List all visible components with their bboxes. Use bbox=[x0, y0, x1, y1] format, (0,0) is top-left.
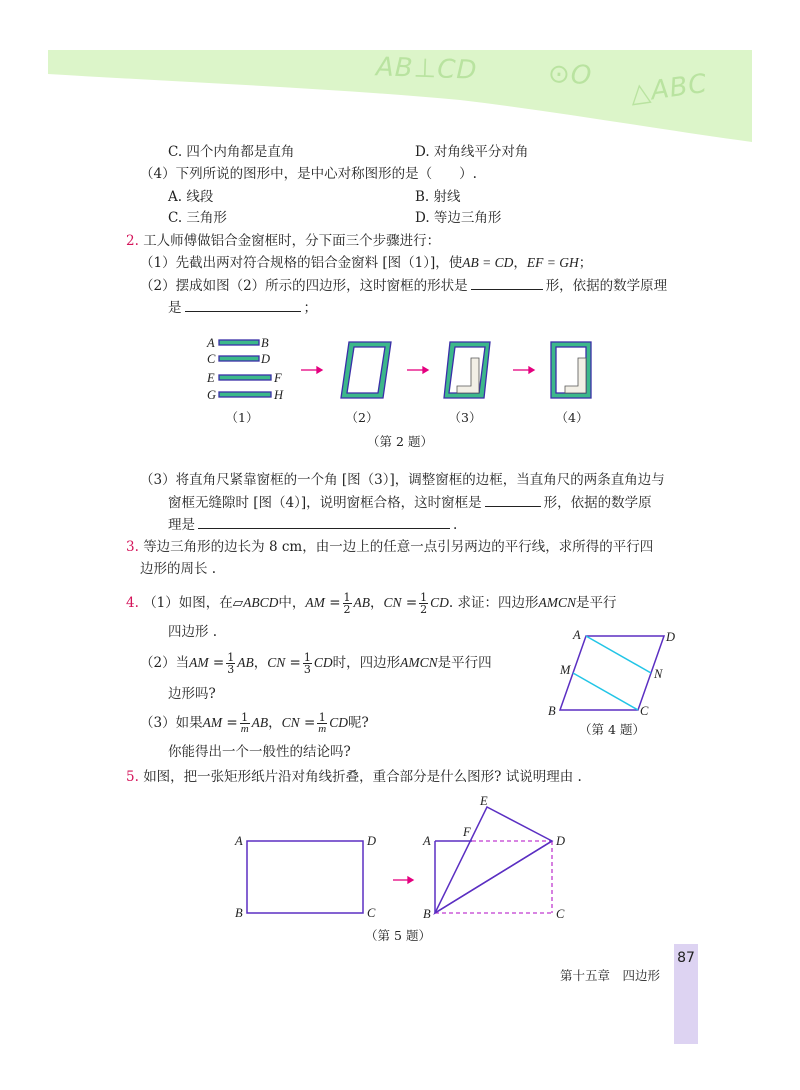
q4-frac-third-1: $\frac{1}{3}$ bbox=[227, 651, 235, 676]
q5-right-label-f: F bbox=[463, 825, 471, 839]
q2-step3-text: 窗框无缝隙时 [图（4）]，说明窗框合格，这时窗框是 bbox=[168, 495, 482, 511]
q5-number: 5. bbox=[126, 769, 139, 785]
q3-line2: 边形的周长 . bbox=[140, 561, 217, 577]
q4-eq2: = bbox=[405, 595, 418, 611]
q4-s2-eq1: = bbox=[212, 655, 225, 671]
q1-option-d: D. 对角线平分对角 bbox=[415, 144, 529, 160]
q4-s3-end: 呢? bbox=[348, 715, 369, 731]
q2-step1 bbox=[140, 253, 592, 273]
q2-figure-caption: （第 2 题） bbox=[367, 434, 433, 449]
q5-text: 如图，把一张矩形纸片沿对角线折叠，重合部分是什么图形? 试说明理由 . bbox=[143, 769, 582, 785]
q2-step1-end: ； bbox=[578, 255, 593, 271]
q5-right-label-b: B bbox=[423, 907, 431, 921]
q4-s2-eq2: = bbox=[289, 655, 301, 671]
q4-figure-caption: （第 4 题） bbox=[579, 722, 645, 737]
q2-fig-label-2: （2） bbox=[345, 410, 379, 425]
q4-s3-comma: ， bbox=[268, 715, 282, 731]
q5-right-label-c: C bbox=[556, 907, 565, 921]
q4-line2-cont: 边形吗? bbox=[168, 686, 216, 702]
q4-s1-text: （1）如图，在 bbox=[143, 595, 233, 611]
q4-label-a: A bbox=[573, 628, 581, 642]
q5-left-label-d: D bbox=[367, 834, 377, 848]
q2-step2-semicolon: ； bbox=[303, 300, 317, 316]
q4-line1 bbox=[126, 590, 617, 616]
q5-left-label-c: C bbox=[367, 906, 376, 920]
q4-s2-text: 时，四边形 bbox=[332, 655, 401, 671]
q2-fig-label-3: （3） bbox=[448, 410, 482, 425]
q2-step3-text2: 形，依据的数学原 bbox=[543, 495, 652, 511]
q2-label-g: G bbox=[207, 388, 217, 402]
q4-s1-end: 是平行 bbox=[576, 595, 617, 611]
parallelogram-symbol: ▱ bbox=[232, 595, 244, 611]
q2-label-d: D bbox=[261, 352, 271, 366]
q2-label-b: B bbox=[261, 336, 269, 350]
q5-line bbox=[126, 767, 582, 787]
q2-number: 2. bbox=[126, 233, 139, 249]
q2-fig-label-4: （4） bbox=[555, 410, 589, 425]
page-number: 87 bbox=[677, 950, 695, 966]
q4-label-n: N bbox=[654, 667, 663, 681]
q4-cn: CN bbox=[383, 595, 402, 610]
q2-step3-is: 理是 bbox=[168, 517, 195, 533]
q2-step1-eq2: EF = GH bbox=[526, 255, 579, 270]
q2-label-e: E bbox=[207, 371, 215, 385]
q4-s2-comma: ， bbox=[253, 655, 268, 671]
q2-label-c: C bbox=[207, 352, 216, 366]
q4-amcn: AMCN bbox=[538, 595, 577, 610]
q4-frac-m-2: $\frac{1}{m}$ bbox=[318, 711, 327, 735]
q2-step1-text: （1）先截出两对符合规格的铝合金窗料 [图（1）]，使 bbox=[140, 255, 463, 271]
q1-option-c: C. 四个内角都是直角 bbox=[168, 144, 295, 160]
q2-bars bbox=[206, 336, 284, 402]
q1-sub4-option-b: B. 射线 bbox=[415, 189, 461, 205]
q4-s3-eq1: = bbox=[226, 715, 238, 731]
q2-step2-text: （2）摆成如图（2）所示的四边形，这时窗框的形状是 bbox=[140, 278, 468, 294]
q5-right-label-a: A bbox=[423, 834, 431, 848]
q2-figure bbox=[195, 330, 615, 410]
q2-frame-3 bbox=[444, 342, 490, 398]
q4-ab: AB bbox=[353, 595, 371, 610]
q4-s2-ab: AB bbox=[237, 655, 254, 670]
q4-label-b: B bbox=[548, 704, 556, 718]
q2-step2-blank2[interactable] bbox=[185, 297, 301, 312]
q2-frame-2 bbox=[341, 342, 391, 398]
q2-frame-4 bbox=[551, 342, 591, 398]
q2-step1-comma: ， bbox=[513, 255, 527, 271]
q4-line3 bbox=[140, 710, 369, 736]
q4-s3-cd: CD bbox=[329, 715, 348, 730]
q4-s1-in: 中， bbox=[278, 595, 306, 611]
q4-am: AM bbox=[305, 595, 325, 610]
q4-label-m: M bbox=[560, 663, 571, 677]
q4-eq1: = bbox=[329, 595, 341, 611]
q4-frac-m-1: $\frac{1}{m}$ bbox=[240, 711, 249, 735]
q2-step3: （3）将直角尺紧靠窗框的一个角 [图（3）]，调整窗框的边框，当直角尺的两条直角边与 bbox=[140, 472, 665, 488]
q4-line2 bbox=[140, 650, 492, 676]
q2-step2 bbox=[140, 275, 667, 296]
q4-line1-cont: 四边形 . bbox=[168, 624, 218, 640]
q4-number: 4. bbox=[126, 595, 139, 611]
q4-s3-cn: CN bbox=[281, 715, 300, 730]
q4-s2-amcn: AMCN bbox=[400, 655, 438, 670]
q4-frac-half-2: $\frac{1}{2}$ bbox=[420, 591, 428, 616]
q4-s2-am: AM bbox=[189, 655, 209, 670]
q5-figure-caption: （第 5 题） bbox=[365, 928, 431, 943]
q4-label-c: C bbox=[640, 704, 649, 718]
q5-figure bbox=[225, 790, 585, 925]
q2-intro bbox=[126, 231, 440, 251]
q4-s3-if: （3）如果 bbox=[140, 715, 203, 731]
q2-label-h: H bbox=[274, 388, 284, 402]
q3-line1 bbox=[126, 537, 653, 557]
q1-sub4: （4）下列所说的图形中，是中心对称图形的是（ ）. bbox=[140, 166, 477, 182]
q4-figure bbox=[540, 622, 690, 722]
q4-cd: CD bbox=[430, 595, 449, 610]
q5-left-label-a: A bbox=[235, 834, 243, 848]
q2-arrows bbox=[301, 367, 534, 373]
q2-label-f: F bbox=[274, 371, 282, 385]
q2-step2-cont bbox=[168, 297, 317, 318]
q4-frac-half-1: $\frac{1}{2}$ bbox=[343, 591, 351, 616]
footer-chapter: 第十五章 四边形 bbox=[560, 968, 661, 983]
q2-step3-blank1[interactable] bbox=[485, 492, 541, 507]
q4-comma1: ， bbox=[370, 595, 384, 611]
q3-number: 3. bbox=[126, 539, 139, 555]
q4-s2-cd: CD bbox=[313, 655, 333, 670]
q4-frac-third-2: $\frac{1}{3}$ bbox=[303, 651, 311, 676]
q2-step2-blank1[interactable] bbox=[471, 275, 543, 290]
q3-text1: 等边三角形的边长为 8 cm，由一边上的任意一点引另两边的平行线，求所得的平行四 bbox=[143, 539, 654, 555]
q4-s2-cn: CN bbox=[267, 655, 286, 670]
q5-right-label-d: D bbox=[556, 834, 566, 848]
q5-left-label-b: B bbox=[235, 906, 243, 920]
q2-step3-cont bbox=[168, 492, 652, 513]
q1-sub4-option-a: A. 线段 bbox=[168, 189, 214, 205]
header-formula-triangle: △ABC bbox=[628, 68, 710, 110]
q4-s3-eq2: = bbox=[303, 715, 316, 731]
q1-sub4-option-c: C. 三角形 bbox=[168, 210, 227, 226]
q2-step3-cont2 bbox=[168, 514, 457, 535]
q5-right-label-e: E bbox=[480, 794, 488, 808]
header-formula-perp: AB⊥CD bbox=[375, 52, 478, 86]
q1-sub4-option-d: D. 等边三角形 bbox=[415, 210, 502, 226]
q2-step3-period: . bbox=[453, 517, 458, 533]
header-formula-circle: ⊙O bbox=[547, 58, 594, 92]
q5-arrow bbox=[393, 877, 413, 883]
q2-fig-label-1: （1） bbox=[225, 410, 259, 425]
q2-intro-text: 工人师傅做铝合金窗框时，分下面三个步骤进行： bbox=[143, 233, 441, 249]
q4-s2-end: 是平行四 bbox=[437, 655, 492, 671]
q4-s1-prove: . 求证：四边形 bbox=[448, 595, 539, 611]
q4-abcd: ABCD bbox=[243, 595, 279, 610]
q4-line4: 你能得出一个一般性的结论吗? bbox=[168, 744, 351, 760]
q2-step2-is: 是 bbox=[168, 300, 182, 316]
q4-s3-am: AM bbox=[202, 715, 223, 730]
q4-s2-when: （2）当 bbox=[140, 655, 190, 671]
q2-label-a: A bbox=[207, 336, 215, 350]
q2-step1-eq1: AB = CD bbox=[462, 255, 514, 270]
q4-label-d: D bbox=[666, 630, 676, 644]
q4-s3-ab: AB bbox=[251, 715, 269, 730]
q2-step3-blank2[interactable] bbox=[198, 514, 450, 529]
q2-step2-text2: 形，依据的数学原理 bbox=[545, 278, 668, 294]
